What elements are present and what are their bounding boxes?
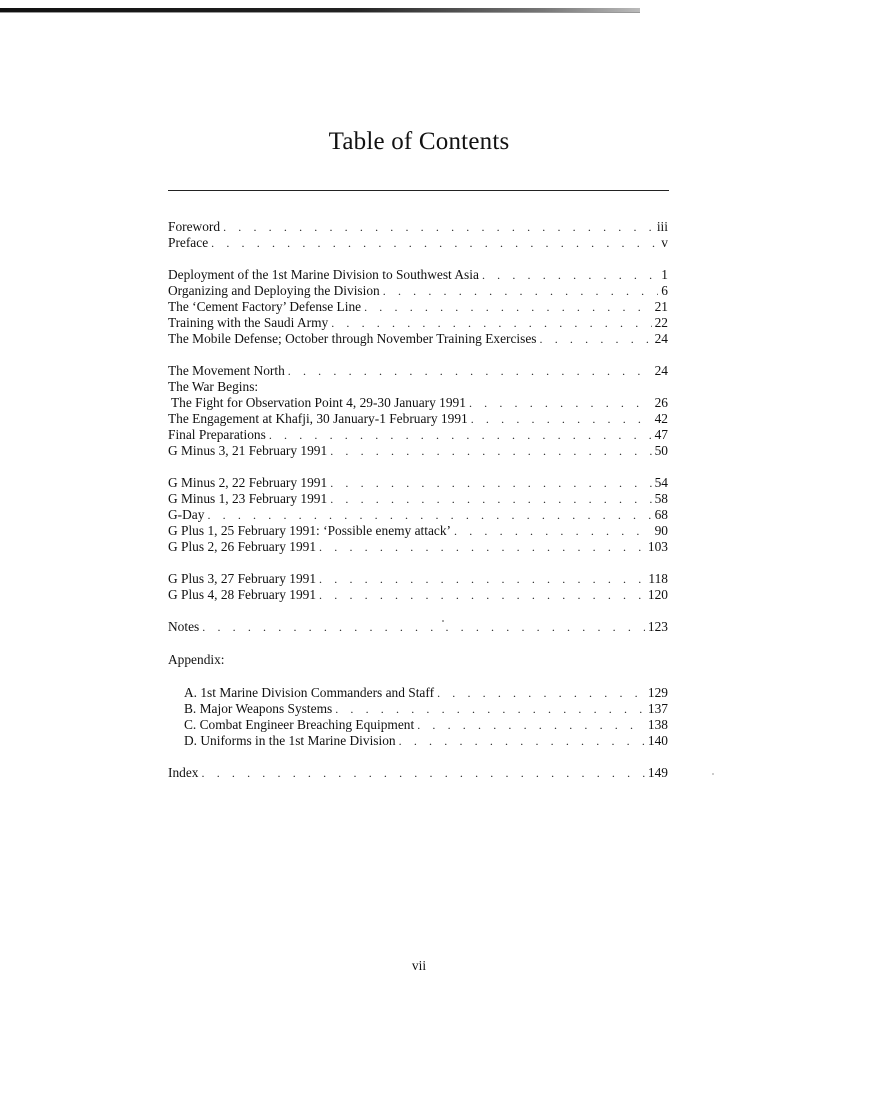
dot-leader [319,539,645,555]
toc-entry-page: 58 [654,491,668,506]
toc-entry-title: The Mobile Defense; October through November Training Exercises [168,331,537,346]
toc-entry[interactable] [168,283,668,299]
toc-entry-title: G Minus 2, 22 February 1991 [168,475,328,490]
toc-entry-index[interactable] [168,765,668,781]
toc-entry-title: G Plus 3, 27 February 1991 [168,571,317,586]
dot-leader [335,701,645,717]
toc-entry-title: G Plus 1, 25 February 1991: ‘Possible enemy attack’ [168,523,452,538]
dot-leader [330,475,651,491]
page-title: Table of Contents [328,128,510,155]
dot-leader [383,283,659,299]
dot-leader [437,685,645,701]
toc-entry-page: 42 [654,411,668,426]
toc-entry[interactable] [168,315,668,331]
toc-entry-title: G-Day [168,507,205,522]
appendix-entry[interactable] [168,685,668,701]
appendix-entry[interactable] [168,701,668,717]
toc-entry-title: D. Uniforms in the 1st Marine Division [184,733,396,748]
toc-entry[interactable] [168,411,668,427]
page-number: vii [411,958,427,973]
dot-leader [331,315,651,331]
toc-entry-title: G Minus 3, 21 February 1991 [168,443,328,458]
toc-entry-page: 6 [661,283,668,298]
dot-leader [319,571,645,587]
dot-leader [330,443,651,459]
toc-entry-title: Deployment of the 1st Marine Division to Southwest Asia [168,267,479,282]
toc-entry-page: 1 [661,267,668,282]
toc-entry-page: 103 [647,539,668,554]
toc-entry[interactable] [168,363,668,379]
toc-entry-title: Index [168,765,199,780]
toc-entry-page: 22 [654,315,668,330]
toc-entry[interactable] [168,571,668,587]
toc-entry-title: Preface [168,235,209,250]
dot-leader [288,363,652,379]
toc-entry-title: Training with the Saudi Army [168,315,329,330]
table-of-contents [168,219,668,781]
toc-entry[interactable] [168,587,668,603]
toc-entry-page: iii [656,219,668,234]
toc-entry-page: 140 [647,733,668,748]
dot-leader [454,523,652,539]
toc-entry-title: G Minus 1, 23 February 1991 [168,491,328,506]
toc-entry[interactable] [168,491,668,507]
toc-entry-page: 21 [654,299,668,314]
toc-entry-title: The Movement North [168,363,285,378]
dot-leader [417,717,645,733]
dot-leader [469,395,652,411]
dot-leader [202,619,645,635]
toc-entry-title: G Plus 2, 26 February 1991 [168,539,317,554]
toc-entry-foreword[interactable] [168,219,668,235]
dot-leader [207,507,651,523]
dot-leader [399,733,645,749]
toc-entry-title: B. Major Weapons Systems [184,701,333,716]
toc-entry[interactable] [168,267,668,283]
title-rule [168,190,669,191]
toc-entry-title: C. Combat Engineer Breaching Equipment [184,717,415,732]
toc-entry-title: A. 1st Marine Division Commanders and Staff [184,685,435,700]
dot-leader [471,411,652,427]
toc-entry[interactable] [168,539,668,555]
toc-entry-page: 54 [654,475,668,490]
dot-leader [540,331,652,347]
toc-entry-title: The ‘Cement Factory’ Defense Line [168,299,362,314]
toc-entry-preface[interactable] [168,235,668,251]
dot-leader [364,299,652,315]
dot-leader [211,235,658,251]
toc-entry-page: 24 [654,363,668,378]
toc-entry-title: Organizing and Deploying the Division [168,283,380,298]
toc-entry-page: 123 [647,619,668,634]
dot-leader [330,491,651,507]
toc-entry-page: 137 [647,701,668,716]
toc-entry-page: 68 [654,507,668,522]
toc-entry-page: 24 [654,331,668,346]
toc-entry[interactable] [168,331,668,347]
toc-entry-page: 50 [654,443,668,458]
toc-entry-title: Foreword [168,219,221,234]
scan-speck [712,773,714,775]
toc-entry[interactable] [168,395,668,411]
appendix-entry[interactable] [168,717,668,733]
toc-entry-page: 26 [654,395,668,410]
appendix-entry[interactable] [168,733,668,749]
toc-entry-page: 129 [647,685,668,700]
toc-entry[interactable] [168,443,668,459]
toc-entry-page: 120 [647,587,668,602]
toc-entry-title: Notes [168,619,200,634]
toc-entry-page: v [661,235,668,250]
dot-leader [319,587,645,603]
toc-entry-notes[interactable] [168,619,668,635]
toc-entry-title: G Plus 4, 28 February 1991 [168,587,317,602]
toc-entry-title: Final Preparations [168,427,266,442]
toc-entry-page: 149 [647,765,668,780]
toc-entry-page: 90 [654,523,668,538]
toc-entry[interactable] [168,427,668,443]
dot-leader [269,427,652,443]
toc-entry-page: 138 [647,717,668,732]
scan-speck [442,620,444,622]
appendix-heading: Appendix: [168,652,225,667]
toc-entry[interactable] [168,507,668,523]
toc-entry[interactable] [168,523,668,539]
dot-leader [223,219,654,235]
scan-edge-line [0,12,640,13]
toc-entry-title: The Fight for Observation Point 4, 29-30 January 1991 [171,395,466,410]
toc-entry-title: The Engagement at Khafji, 30 January-1 February 1991 [168,411,468,426]
dot-leader [202,765,645,781]
toc-entry[interactable] [168,299,668,315]
toc-entry-page: 47 [654,427,668,442]
toc-entry[interactable] [168,475,668,491]
dot-leader [482,267,658,283]
toc-entry-page: 118 [648,571,668,586]
toc-section-heading: The War Begins: [168,379,259,394]
